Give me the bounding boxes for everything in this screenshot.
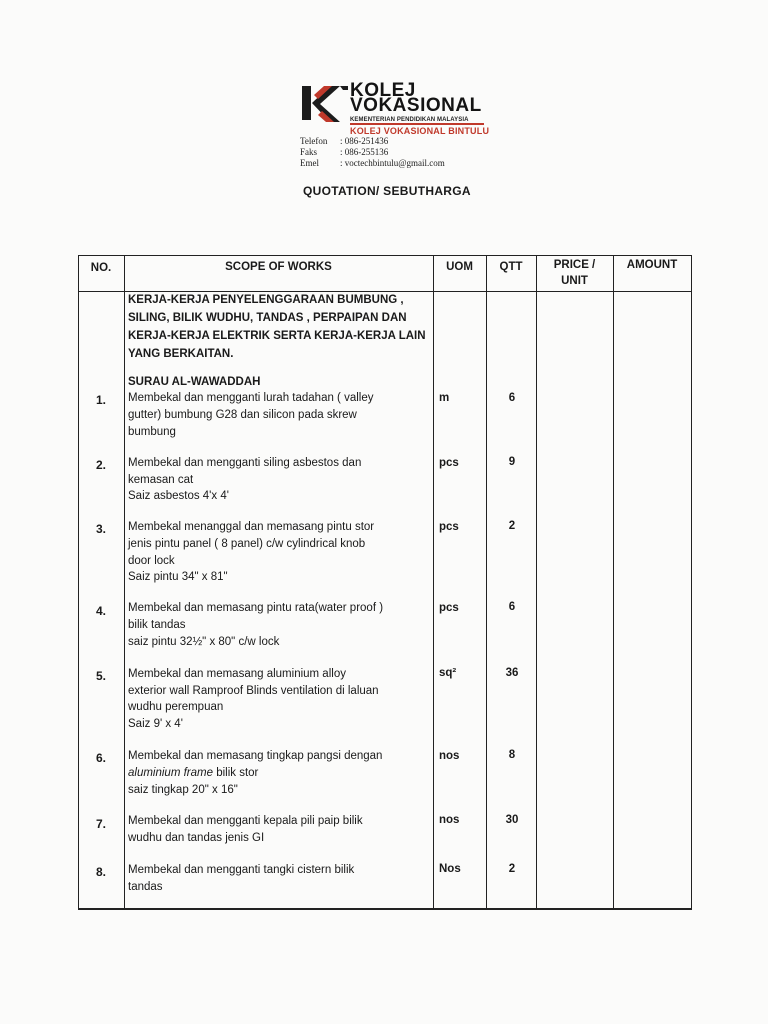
scope-line: Saiz 9' x 4' <box>128 718 183 730</box>
uom-value: nos <box>439 814 460 826</box>
scope-line: Membekal dan mengganti kepala pili paip bilik <box>128 815 363 827</box>
ministry-name: KEMENTERIAN PENDIDIKAN MALAYSIA <box>350 117 469 123</box>
column-rule <box>78 255 79 910</box>
table-border <box>78 908 692 910</box>
italic-text: aluminium frame <box>128 767 213 779</box>
contact-label: Faks <box>300 147 318 157</box>
contact-label: Emel <box>300 158 319 168</box>
row-number: 5. <box>95 669 106 683</box>
scope-line: Saiz asbestos 4'x 4' <box>128 490 229 502</box>
scope-line: bilik tandas <box>128 619 186 631</box>
intro-line: SILING, BILIK WUDHU, TANDAS , PERPAIPAN DAN <box>128 312 407 324</box>
row-number: 6. <box>95 751 106 765</box>
scope-line <box>128 765 428 782</box>
contact-value: : voctechbintulu@gmail.com <box>340 158 445 168</box>
row-number: 4. <box>95 604 106 618</box>
column-header-scope: SCOPE OF WORKS <box>225 261 332 273</box>
column-header-uom: UOM <box>446 261 473 273</box>
letterhead <box>0 0 768 250</box>
scope-line: bumbung <box>128 426 176 438</box>
scope-line: jenis pintu panel ( 8 panel) c/w cylindrical knob <box>128 538 366 550</box>
scope-line: Membekal menanggal dan memasang pintu stor <box>128 521 375 533</box>
column-header-unit: UNIT <box>561 275 588 287</box>
scope-line: Membekal dan mengganti siling asbestos dan <box>128 457 362 469</box>
uom-value: pcs <box>439 602 459 614</box>
qtt-value: 9 <box>508 456 516 468</box>
qtt-value: 2 <box>508 863 516 875</box>
brand-line-2: VOKASIONAL <box>350 95 482 116</box>
column-rule <box>613 255 614 910</box>
document-title: QUOTATION/ SEBUTHARGA <box>303 184 471 198</box>
scope-line: tandas <box>128 881 163 893</box>
column-rule <box>691 255 692 910</box>
qtt-value: 8 <box>508 749 516 761</box>
uom-value: m <box>439 392 450 404</box>
column-header-qtt: QTT <box>499 261 523 273</box>
contact-label: Telefon <box>300 136 328 146</box>
uom-value: Nos <box>439 863 461 875</box>
row-number: 2. <box>95 458 106 472</box>
scope-line: Membekal dan memasang tingkap pangsi dengan <box>128 750 383 762</box>
column-header-price: PRICE / <box>553 259 596 271</box>
qtt-value: 6 <box>508 601 516 613</box>
uom-value: pcs <box>439 457 459 469</box>
scope-line: Membekal dan mengganti tangki cistern bilik <box>128 864 355 876</box>
intro-line: YANG BERKAITAN. <box>128 348 234 360</box>
scope-line: door lock <box>128 555 175 567</box>
qtt-value: 6 <box>508 392 516 404</box>
row-number: 7. <box>95 817 106 831</box>
intro-line: KERJA-KERJA ELEKTRIK SERTA KERJA-KERJA LAIN <box>128 330 426 342</box>
contact-emel <box>300 158 445 168</box>
section-title: SURAU AL-WAWADDAH <box>128 376 261 388</box>
column-header-no: NO. <box>90 262 112 274</box>
brand-line-1: KOLEJ <box>350 80 416 101</box>
scope-line: exterior wall Ramproof Blinds ventilation di laluan <box>128 685 379 697</box>
college-name: KOLEJ VOKASIONAL BINTULU <box>350 126 490 136</box>
scope-line: kemasan cat <box>128 474 194 486</box>
scope-line: gutter) bumbung G28 dan silicon pada skrew <box>128 409 357 421</box>
scope-line: saiz pintu 32½" x 80" c/w lock <box>128 636 280 648</box>
intro-line: KERJA-KERJA PENYELENGGARAAN BUMBUNG , <box>128 294 404 306</box>
row-number: 3. <box>95 522 106 536</box>
scope-line: Membekal dan memasang aluminium alloy <box>128 668 346 680</box>
quotation-table <box>78 255 692 910</box>
column-rule <box>433 255 434 910</box>
kolej-vokasional-logo <box>300 84 350 124</box>
contact-value: : 086-251436 <box>340 136 389 146</box>
column-rule <box>124 255 125 910</box>
divider <box>350 123 484 125</box>
row-number: 1. <box>95 393 106 407</box>
scope-text: bilik stor <box>213 767 259 779</box>
scope-line: wudhu dan tandas jenis GI <box>128 832 265 844</box>
scope-line: saiz tingkap 20" x 16" <box>128 784 238 796</box>
table-border <box>78 255 692 256</box>
scope-line: wudhu perempuan <box>128 701 224 713</box>
qtt-value: 2 <box>508 520 516 532</box>
scope-line: Membekal dan memasang pintu rata(water proof ) <box>128 602 384 614</box>
qtt-value: 36 <box>505 667 519 679</box>
column-header-amount: AMOUNT <box>626 259 678 271</box>
uom-value: sq² <box>439 667 457 679</box>
qtt-value: 30 <box>505 814 519 826</box>
contact-value: : 086-255136 <box>340 147 389 157</box>
row-number: 8. <box>95 865 106 879</box>
scope-line: Saiz pintu 34" x 81" <box>128 571 228 583</box>
scope-line: Membekal dan mengganti lurah tadahan ( valley <box>128 392 374 404</box>
uom-value: pcs <box>439 521 459 533</box>
contact-faks <box>300 147 388 157</box>
uom-value: nos <box>439 750 460 762</box>
contact-telefon <box>300 136 388 146</box>
